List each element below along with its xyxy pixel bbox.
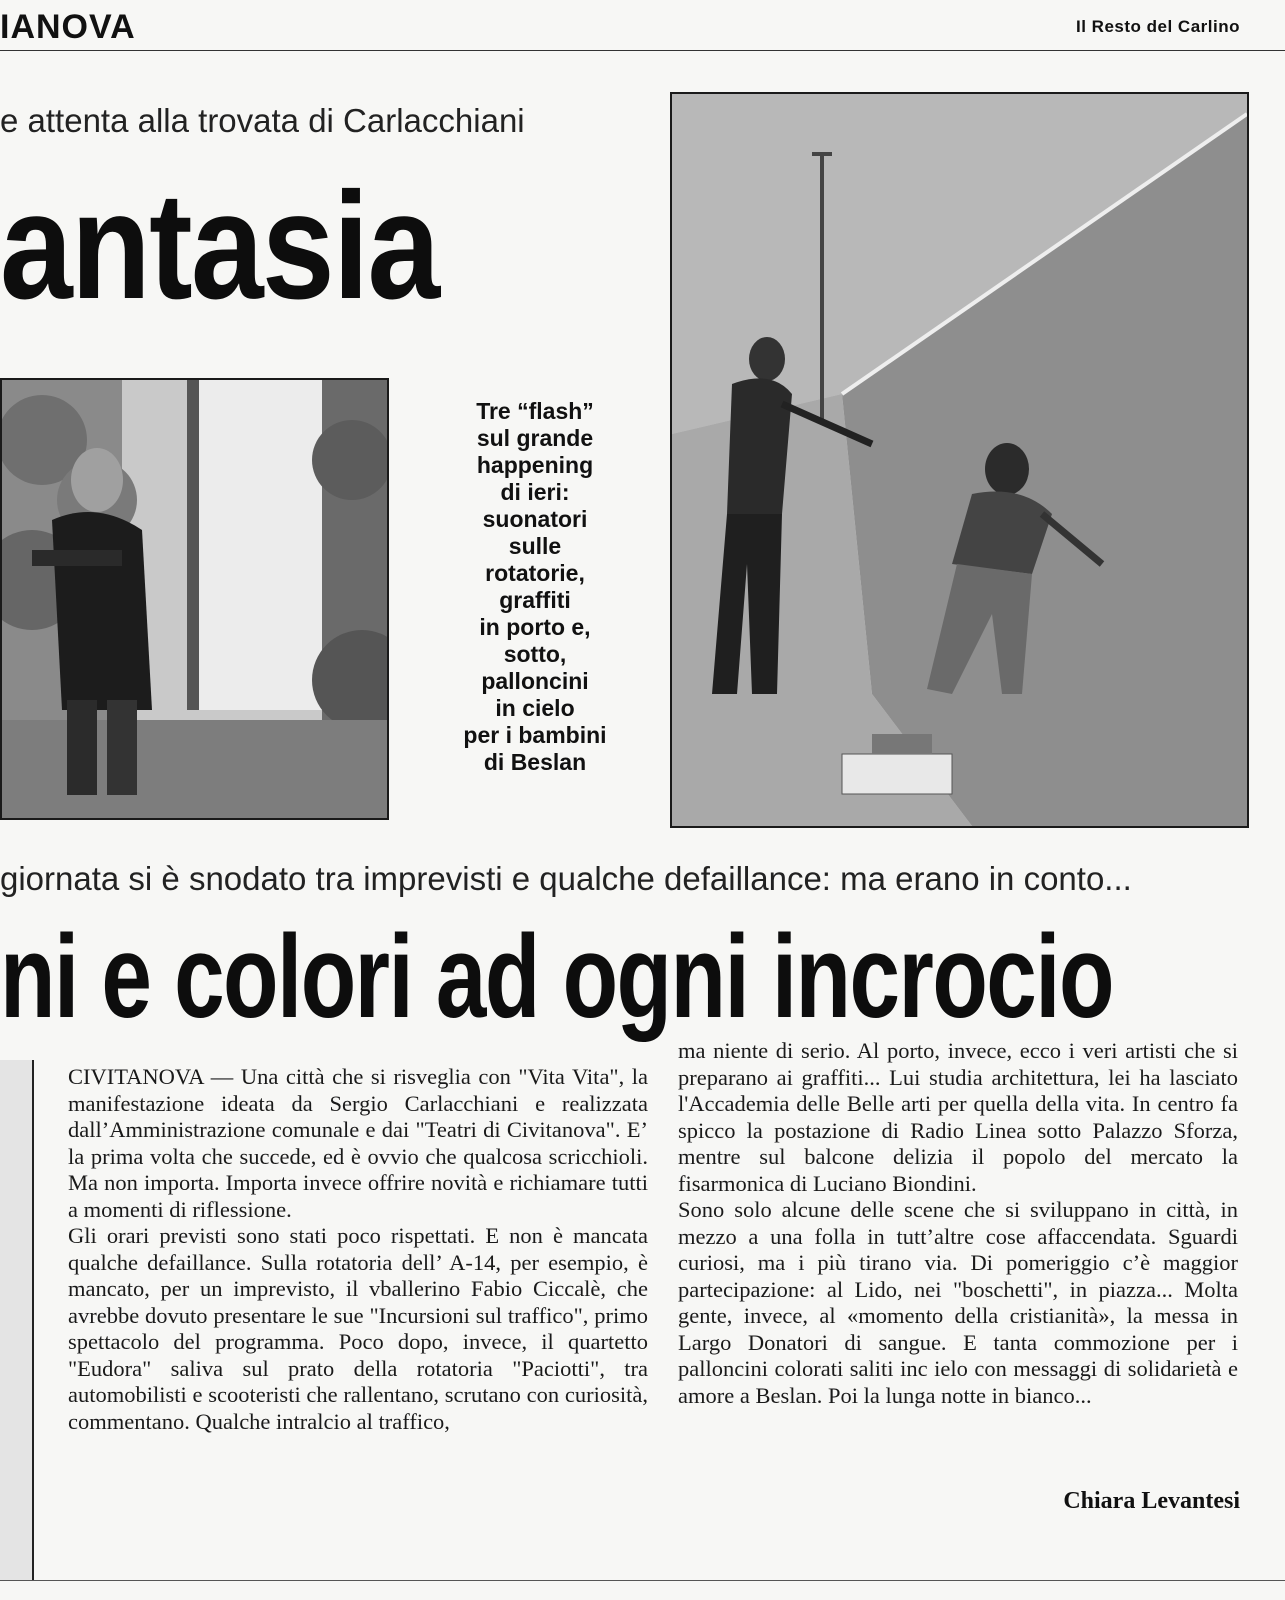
article-paragraph: ma niente di serio. Al porto, invece, ecco i veri artisti che si preparano ai graffiti... Lui studia architettura, lei ha lasciato l'Accademia delle Belle arti per quella della vita. In centro fa spicco la postazione di Radio Linea sotto Palazzo Sforza, mentre sul balcone delizia il popolo del mercato la fisarmonica di Luciano Biondini. [678, 1038, 1238, 1196]
caption-line: sulle [508, 533, 562, 559]
article-paragraph: CIVITANOVA — Una città che si risveglia con "Vita Vita", la manifestazione ideata da Sergio Carlacchiani e realizzata dall’Amministrazione comunale e dai "Teatri di Civitanova". E’ la prima volta che succede, ed è ovvio che qualcosa scricchioli. Ma non importa. Importa invece offrire novità e richiamare tutti a momenti di riflessione. [68, 1064, 648, 1222]
article-paragraph: Gli orari previsti sono stati poco rispettati. E non è mancata qualche defaillance. Sulla rotatoria dell’ A-14, per esempio, è mancato, per un imprevisto, il vballerino Fabio Ciccalè, che avrebbe dovuto presentare le sue "Incursioni sul traffico", primo spettacolo del programma. Poco dopo, invece, il quartetto "Eudora" saliva sul prato della rotatoria "Paciotti", tra automobilisti e scooteristi che rallentano, scrutano con curiosità, commentano. Qualche intralcio al traffico, [68, 1223, 648, 1434]
caption-line: sotto, [503, 641, 567, 667]
header-rule [0, 50, 1285, 51]
caption-line: graffiti [499, 587, 571, 613]
story2-kicker: giornata si è snodato tra imprevisti e qualche defaillance: ma erano in conto... [0, 860, 1132, 897]
article-column-1 [68, 1064, 648, 1435]
caption-line: palloncini [481, 668, 589, 694]
section-name: IANOVA [0, 8, 136, 46]
story1-headline: antasia [0, 161, 439, 331]
caption-line: Tre “flash” [476, 398, 594, 424]
newspaper-name: Il Resto del Carlino [1076, 17, 1240, 36]
caption-line: happening [476, 452, 594, 478]
cropped-photo-edge [0, 1060, 34, 1580]
caption-line: per i bambini [463, 722, 607, 748]
footer-rule [0, 1580, 1285, 1581]
musician-photo-image [2, 380, 387, 818]
article-column-2 [678, 1038, 1238, 1409]
article-paragraph: Sono solo alcune delle scene che si sviluppano in città, in mezzo a una folla in tutt’altre cose affaccendata. Sguardi curiosi, ma i più tirano via. Di pomeriggio c’è maggior partecipazione: al Lido, nei "boschetti", in piazza... Molta gente, invece, al «momento della cristianità», la messa in Largo Donatori di sangue. E tanta commozione per i palloncini colorati saliti inc ielo con messaggi di solidarietà e amore a Beslan. Poi la lunga notte in bianco... [678, 1197, 1238, 1408]
caption-line: sul grande [476, 425, 594, 451]
story2-headline: ni e colori ad ogni incrocio [0, 911, 1113, 1043]
caption-line: rotatorie, [485, 560, 585, 586]
musician-photo [0, 378, 389, 820]
graffiti-photo-image [672, 94, 1247, 826]
caption-line: in cielo [495, 695, 575, 721]
caption-line: in porto e, [479, 614, 591, 640]
caption-line: di Beslan [483, 749, 587, 775]
story1-kicker: e attenta alla trovata di Carlacchiani [0, 102, 525, 139]
photo-caption [410, 398, 660, 776]
graffiti-photo [670, 92, 1249, 828]
caption-line: suonatori [482, 506, 588, 532]
byline: Chiara Levantesi [1063, 1488, 1240, 1514]
caption-line: di ieri: [500, 479, 570, 505]
